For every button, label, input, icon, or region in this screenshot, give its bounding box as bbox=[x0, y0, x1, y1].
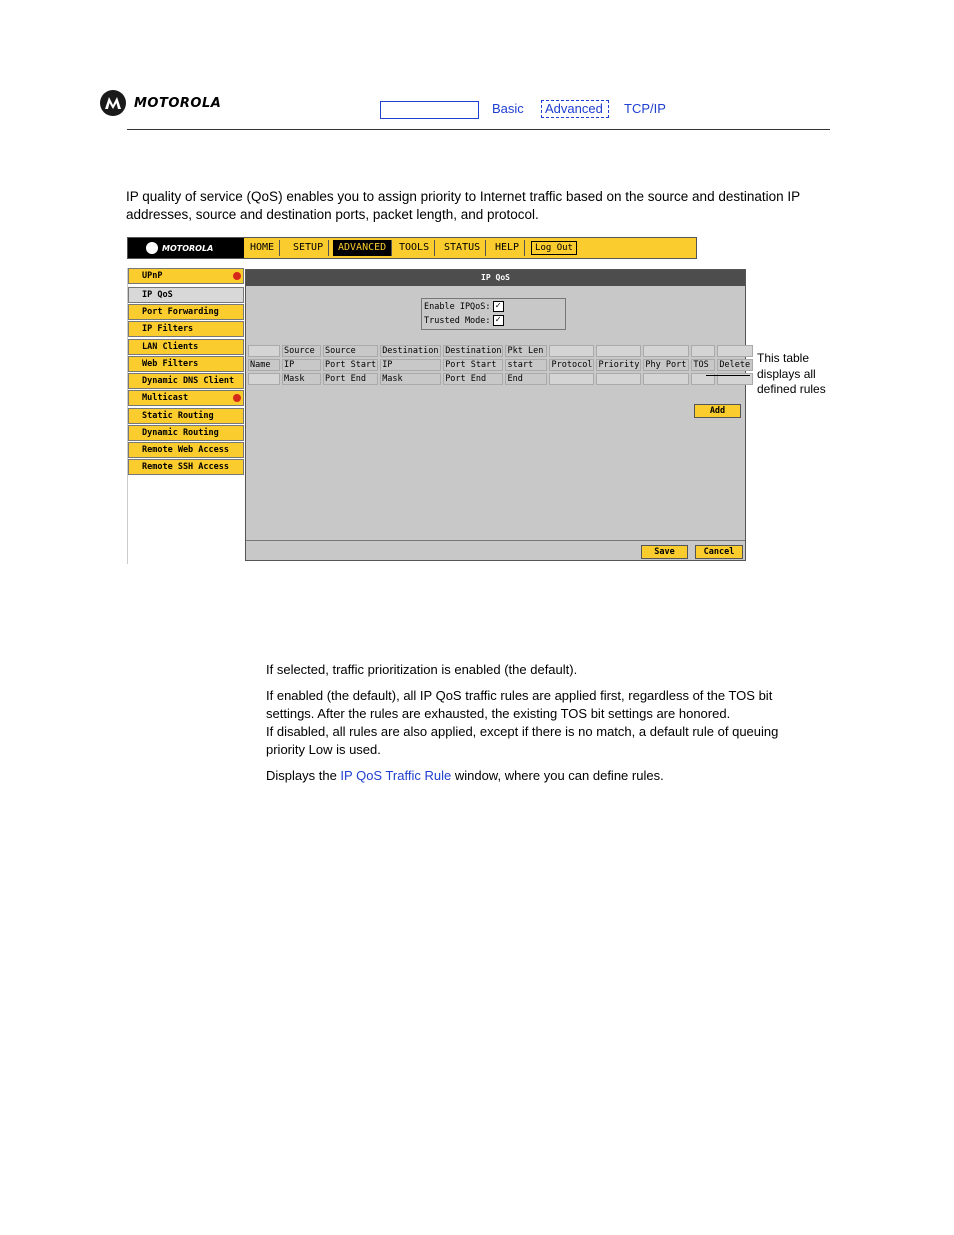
intro-paragraph: IP quality of service (QoS) enables you to assign priority to Internet traffic based on the source and destination IP addresses, source and destination ports, packet length, and protocol. bbox=[126, 189, 800, 222]
traffic-rule-link[interactable]: IP QoS Traffic Rule bbox=[340, 768, 452, 783]
menu-home[interactable]: HOME bbox=[245, 240, 280, 256]
sidebar-item-upnp[interactable]: UPnP bbox=[128, 268, 244, 284]
panel-title: IP QoS bbox=[246, 270, 745, 286]
qos-options-box bbox=[421, 298, 566, 330]
enable-ipqos-label: Enable IPQoS: bbox=[424, 302, 491, 312]
save-button[interactable]: Save bbox=[641, 545, 688, 559]
sidebar-item-web-filters[interactable]: Web Filters bbox=[128, 356, 244, 372]
alert-dot-icon bbox=[233, 272, 241, 280]
add-description: Displays the IP QoS Traffic Rule window, where you can define rules. bbox=[266, 768, 664, 783]
menu-status[interactable]: STATUS bbox=[439, 240, 486, 256]
menu-tools[interactable]: TOOLS bbox=[394, 240, 435, 256]
router-brand: MOTOROLA bbox=[162, 243, 214, 253]
brand-name: MOTOROLA bbox=[134, 95, 222, 111]
trusted-mode-label: Trusted Mode: bbox=[424, 316, 491, 326]
logout-button[interactable]: Log Out bbox=[531, 241, 577, 255]
alert-dot-icon bbox=[233, 394, 241, 402]
router-logo bbox=[128, 238, 244, 258]
trusted-on-description: If enabled (the default), all IP QoS traffic rules are applied first, regardless of the TOS bit settings. After the rules are exhausted, the existing TOS bit settings are honored. bbox=[266, 688, 773, 721]
enable-description: If selected, traffic prioritization is enabled (the default). bbox=[266, 662, 578, 677]
nav-tcpip-link[interactable]: TCP/IP bbox=[624, 101, 666, 116]
sidebar-item-remote-ssh[interactable]: Remote SSH Access bbox=[128, 459, 244, 475]
cancel-button[interactable]: Cancel bbox=[695, 545, 743, 559]
sidebar-item-port-forwarding[interactable]: Port Forwarding bbox=[128, 304, 244, 320]
header-divider bbox=[127, 129, 830, 130]
callout-leader-line bbox=[706, 375, 750, 376]
trusted-mode-checkbox[interactable]: ✓ bbox=[493, 315, 504, 326]
menu-advanced[interactable]: ADVANCED bbox=[333, 240, 392, 256]
sidebar-item-dynamic-routing[interactable]: Dynamic Routing bbox=[128, 425, 244, 441]
menu-help[interactable]: HELP bbox=[490, 240, 525, 256]
menu-setup[interactable]: SETUP bbox=[288, 240, 329, 256]
nav-blank-box[interactable] bbox=[380, 101, 479, 119]
sidebar-item-ip-qos[interactable]: IP QoS bbox=[128, 287, 244, 303]
qos-rules-table bbox=[246, 343, 755, 387]
table-header-row: Name IP Port Start IP Port Start start Protocol Priority Phy Port TOS Delete bbox=[248, 359, 753, 371]
motorola-batwing-icon bbox=[100, 90, 126, 116]
sidebar-item-multicast[interactable]: Multicast bbox=[128, 390, 244, 406]
table-header-row: Mask Port End Mask Port End End bbox=[248, 373, 753, 385]
router-logo-icon bbox=[146, 242, 158, 254]
sidebar-item-remote-web[interactable]: Remote Web Access bbox=[128, 442, 244, 458]
add-rule-button[interactable]: Add bbox=[694, 404, 741, 418]
enable-ipqos-checkbox[interactable]: ✓ bbox=[493, 301, 504, 312]
enable-ipqos-row bbox=[424, 301, 504, 313]
sidebar-item-dynamic-dns[interactable]: Dynamic DNS Client bbox=[128, 373, 244, 389]
nav-basic-link[interactable]: Basic bbox=[492, 101, 524, 116]
motorola-logo bbox=[100, 90, 221, 116]
sidebar-item-static-routing[interactable]: Static Routing bbox=[128, 408, 244, 424]
panel-footer-divider bbox=[246, 540, 745, 541]
trusted-off-description: If disabled, all rules are also applied, except if there is no match, a default rule of queuing priority Low is used. bbox=[266, 724, 779, 757]
sidebar-item-ip-filters[interactable]: IP Filters bbox=[128, 321, 244, 337]
table-header-row: Source Source Destination Destination Pkt Len bbox=[248, 345, 753, 357]
table-callout: This table displays all defined rules bbox=[757, 351, 826, 396]
trusted-mode-row bbox=[424, 315, 504, 327]
sidebar-item-lan-clients[interactable]: LAN Clients bbox=[128, 339, 244, 355]
nav-advanced-link[interactable]: Advanced bbox=[545, 101, 603, 116]
